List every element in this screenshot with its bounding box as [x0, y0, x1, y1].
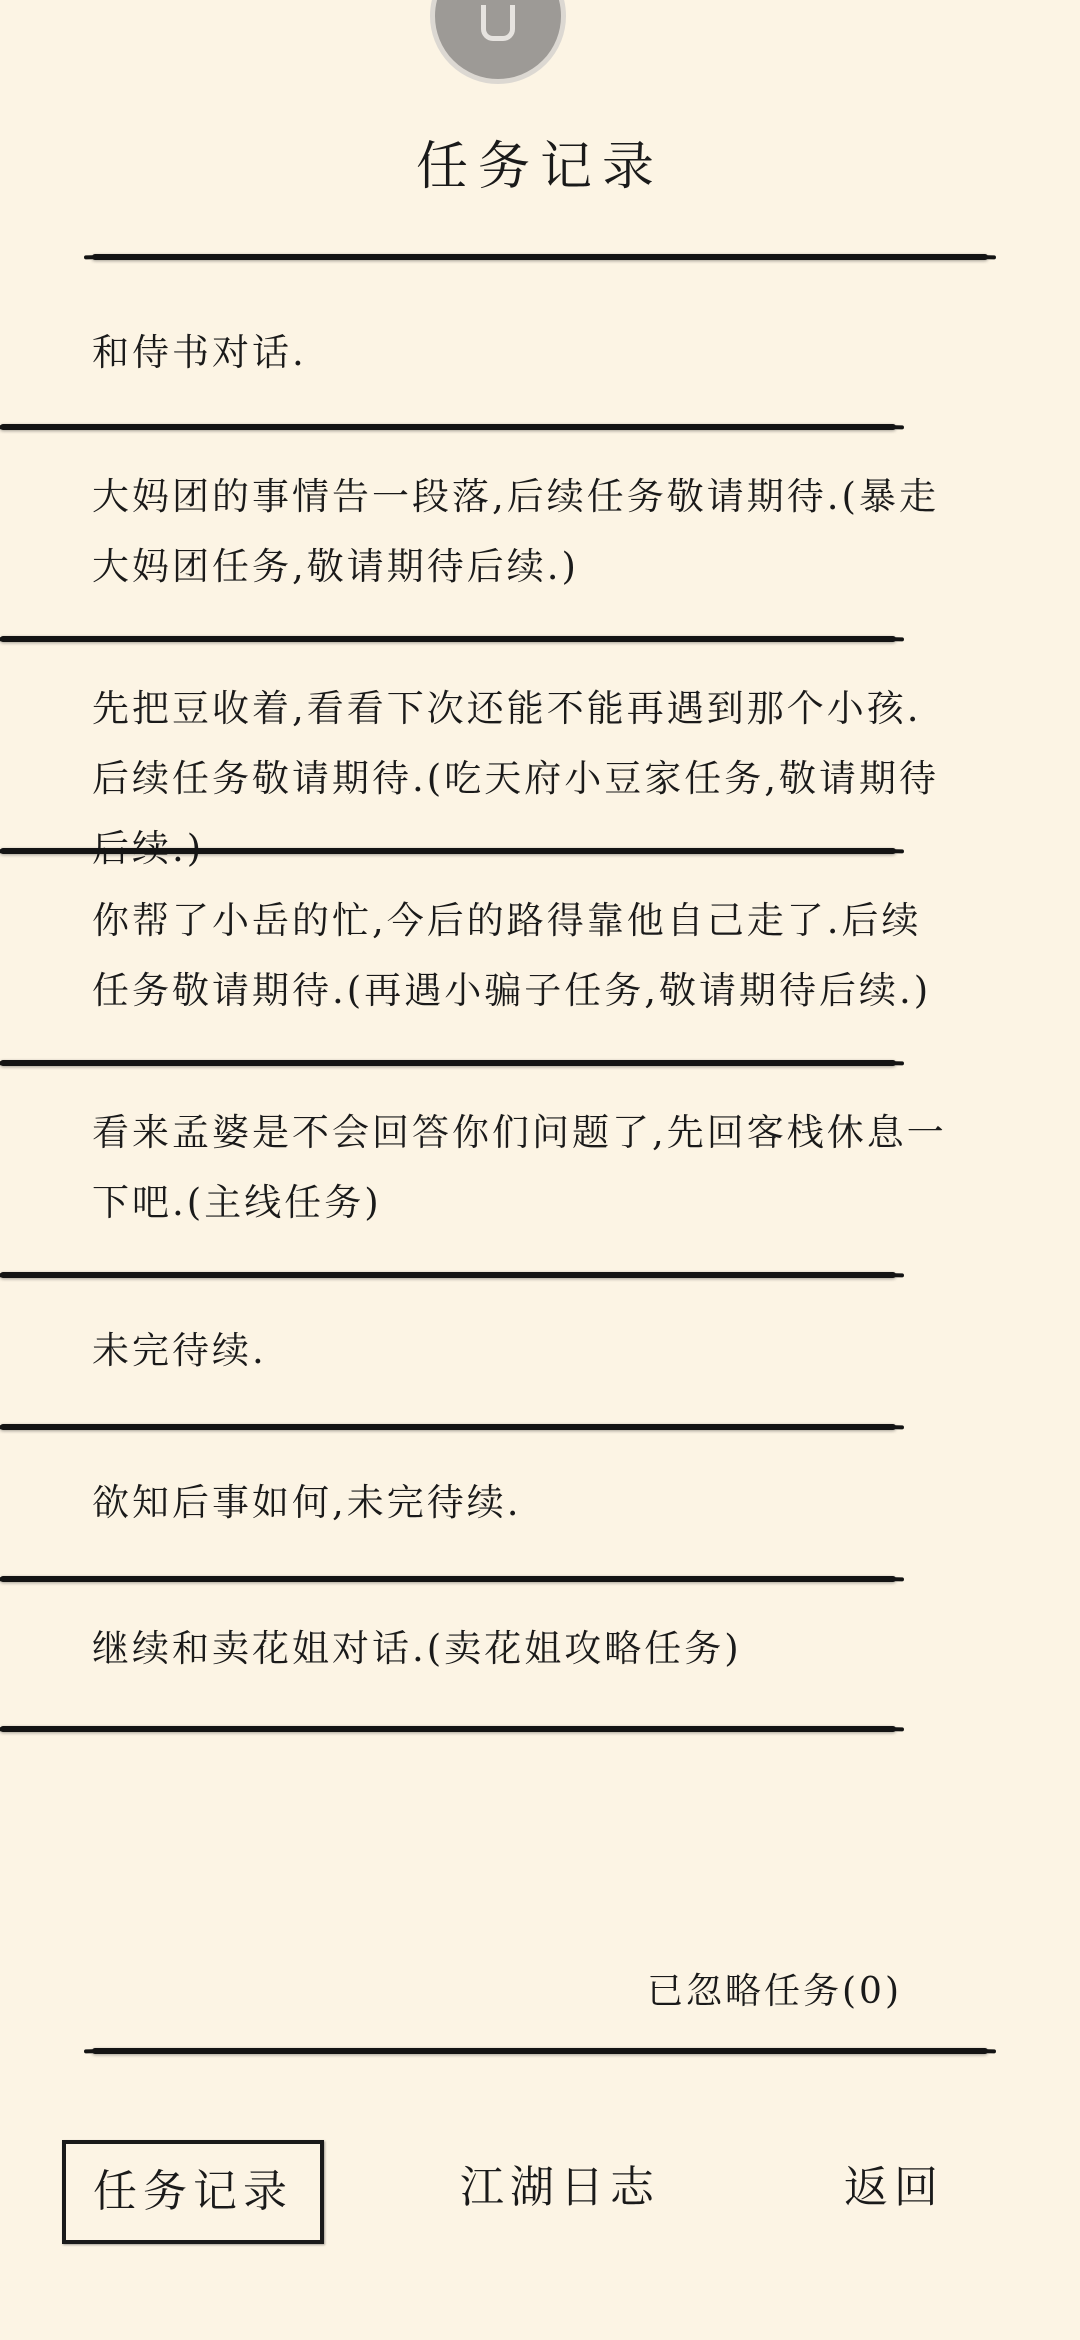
- task-item-1[interactable]: 和侍书对话.: [92, 331, 307, 374]
- ignored-tasks-link[interactable]: 已忽略任务(0): [647, 1971, 902, 2012]
- task-item-3[interactable]: 先把豆收着,看看下次还能不能再遇到那个小孩.后续任务敬请期待.(吃天府小豆家任务,敬请期待: [92, 687, 939, 800]
- divider: [0, 1576, 896, 1582]
- task-item-2[interactable]: 大妈团的事情告一段落,后续任务敬请期待.(暴走大妈团任务,敬请期待后续.): [92, 475, 939, 588]
- divider: [0, 424, 896, 430]
- pull-handle-icon[interactable]: [430, 0, 566, 84]
- divider: [0, 848, 896, 854]
- task-item-6[interactable]: 未完待续.: [92, 1329, 267, 1372]
- task-item-7[interactable]: 欲知后事如何,未完待续.: [92, 1481, 522, 1524]
- bottom-nav: [0, 2140, 1080, 2244]
- divider: [0, 1726, 896, 1732]
- task-item-5[interactable]: 看来孟婆是不会回答你们问题了,先回客栈休息一下吧.(主线任务): [92, 1111, 947, 1224]
- divider: [0, 1424, 896, 1430]
- task-item-8[interactable]: 继续和卖花姐对话.(卖花姐攻略任务): [92, 1627, 742, 1670]
- divider: [0, 1272, 896, 1278]
- divider: [92, 2048, 988, 2054]
- handle-glyph: [481, 5, 515, 41]
- tab-task-records[interactable]: 任务记录: [62, 2140, 324, 2244]
- divider: [0, 636, 896, 642]
- page-title: 任务记录: [415, 137, 664, 197]
- tab-jianghu-diary[interactable]: 江湖日志: [460, 2162, 660, 2213]
- divider: [0, 1060, 896, 1066]
- task-item-4[interactable]: 你帮了小岳的忙,今后的路得靠他自己走了.后续任务敬请期待.(再遇小骗子任务,敬请期待后续.): [92, 899, 932, 1012]
- divider: [92, 254, 988, 260]
- back-button[interactable]: 返回: [844, 2162, 944, 2213]
